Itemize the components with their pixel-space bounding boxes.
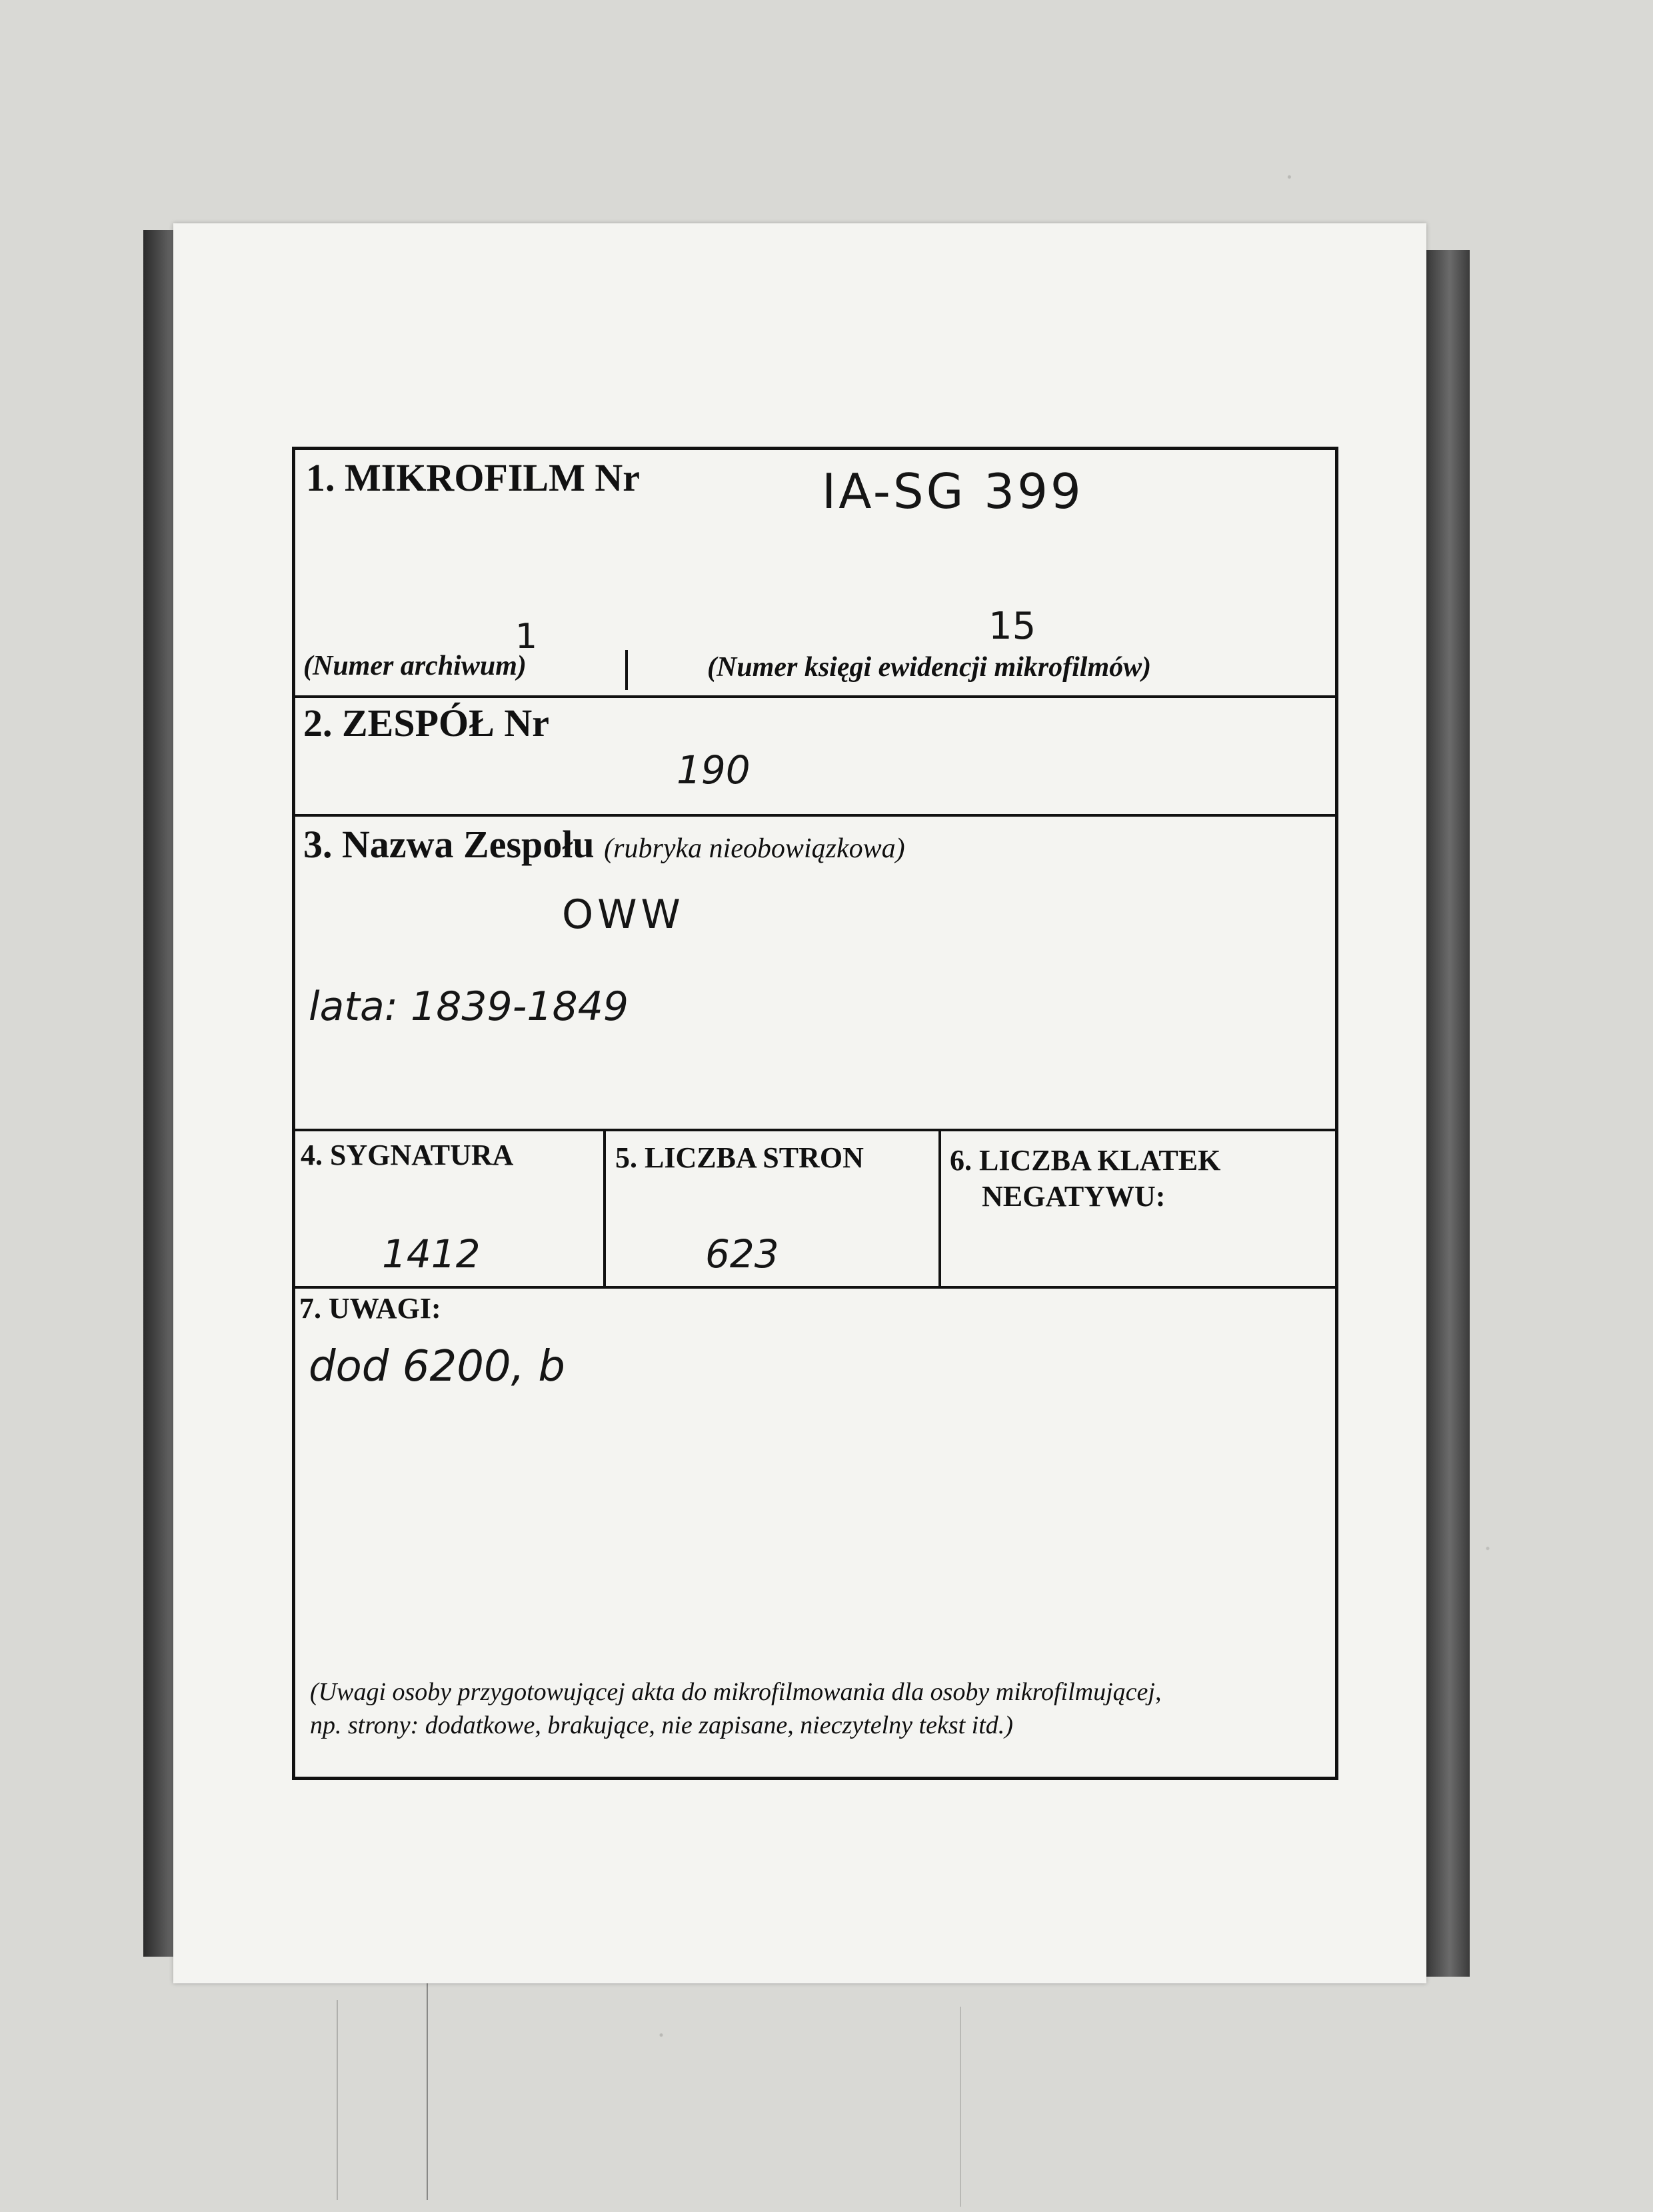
remarks-footnote-line1: (Uwagi osoby przygotowującej akta do mikrofilmowania dla osoby mikrofilmującej, <box>310 1678 1162 1706</box>
microfilm-number-handwritten: IA-SG 399 <box>822 463 1084 519</box>
details-divider-1 <box>603 1131 606 1289</box>
fonds-label: 2. ZESPÓŁ Nr <box>303 701 549 745</box>
fonds-name-row <box>295 817 1335 1131</box>
fonds-name-optional-note: (rubryka nieobowiązkowa) <box>604 833 905 864</box>
fonds-name-handwritten: OWW <box>562 891 685 938</box>
archive-number-handwritten: 1 <box>515 617 538 657</box>
caption-divider <box>625 650 628 690</box>
register-caption: (Numer księgi ewidencji mikrofilmów) <box>707 652 1152 683</box>
pages-label: 5. LICZBA STRON <box>615 1141 864 1174</box>
film-scratch <box>427 1973 428 2200</box>
remarks-footnote-line2: np. strony: dodatkowe, brakujące, nie zapisane, nieczytelny tekst itd.) <box>310 1711 1013 1739</box>
right-film-edge <box>1420 250 1470 1977</box>
remarks-footnote <box>310 1675 1330 1742</box>
film-scratch <box>960 2007 961 2207</box>
signature-label: 4. SYGNATURA <box>301 1139 514 1171</box>
years-handwritten: lata: 1839-1849 <box>309 983 629 1030</box>
signature-handwritten: 1412 <box>382 1231 481 1277</box>
microfilm-label: 1. MIKROFILM Nr <box>306 456 640 499</box>
details-divider-2 <box>938 1131 941 1289</box>
film-scratch <box>337 2000 338 2200</box>
fonds-number-handwritten: 190 <box>677 747 751 793</box>
details-row <box>295 1131 1335 1289</box>
frames-label-line2: NEGATYWU: <box>982 1180 1166 1213</box>
fonds-name-title: 3. Nazwa Zespołu <box>303 823 595 866</box>
fonds-name-label <box>303 822 905 867</box>
remarks-section <box>295 1289 1335 1777</box>
frames-label-line1: 6. LICZBA KLATEK <box>950 1144 1221 1177</box>
archive-number-caption: (Numer archiwum) <box>303 651 527 681</box>
remarks-label: 7. UWAGI: <box>299 1292 441 1325</box>
remarks-handwritten: dod 6200, b <box>309 1342 565 1391</box>
microfilm-form <box>292 447 1338 1780</box>
microfilm-row <box>295 450 1335 698</box>
fonds-row <box>295 698 1335 817</box>
register-number-handwritten: 15 <box>988 605 1036 648</box>
pages-handwritten: 623 <box>705 1231 779 1277</box>
